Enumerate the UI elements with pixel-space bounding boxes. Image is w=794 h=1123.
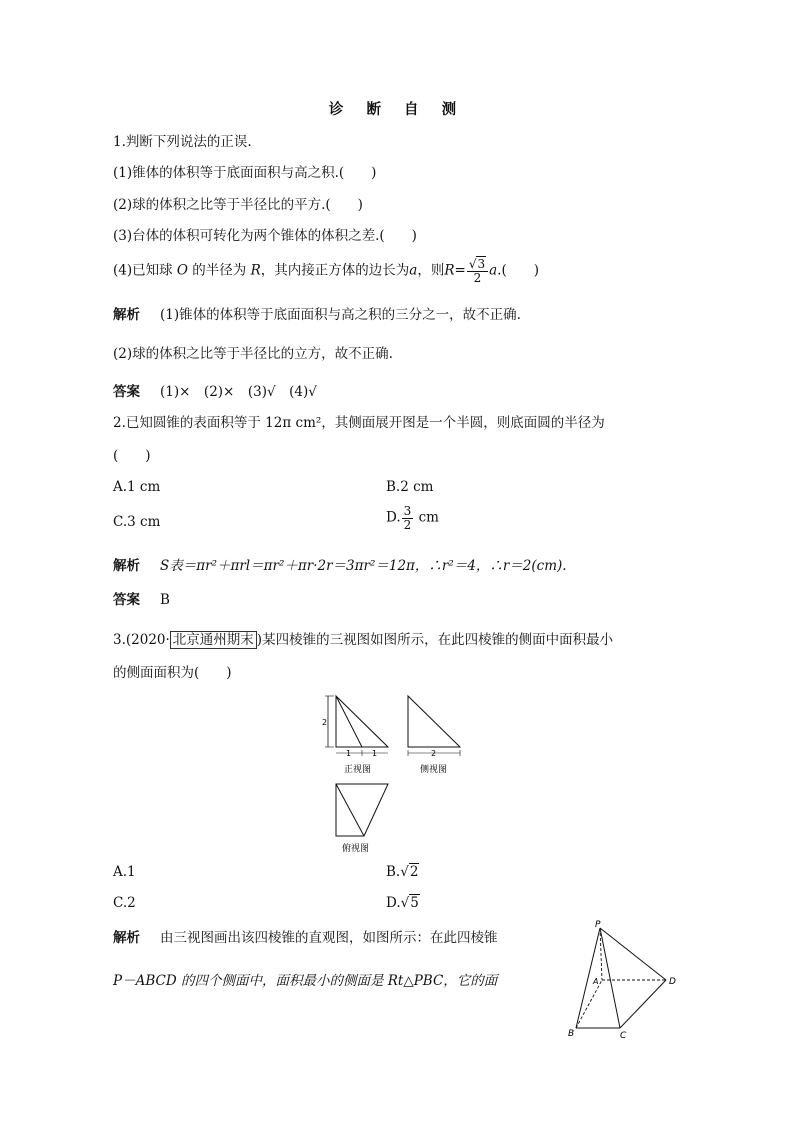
q3-option-c: C.2 [113, 895, 136, 911]
q2-option-d: D. $\frac{3}{2}$ cm [386, 504, 439, 532]
q2-answer-label: 答案 [113, 592, 140, 608]
q2-answer: B [160, 592, 170, 608]
top-view [336, 784, 388, 854]
q1-answer: (1)× (2)× (3)√ (4)√ [160, 384, 317, 400]
q3-jiexi-line2: P－ABCD 的四个侧面中，面积最小的侧面是 Rt△PBC，它的面 [113, 973, 498, 989]
q2-jiexi-label: 解析 [113, 558, 140, 574]
q1-jiexi-1: (1)锥体的体积等于底面面积与高之积的三分之一，故不正确. [160, 307, 521, 323]
q2-option-a: A.1 cm [113, 479, 161, 495]
q3-stem-line1: 3.(2020· 北京通州期末 )某四棱锥的三视图如图所示，在此四棱锥的侧面中面积最小 [113, 632, 614, 648]
source-tag: 北京通州期末 [170, 631, 257, 649]
q3-stem-line2: 的侧面面积为( ) [113, 665, 232, 681]
vertex-b-label: B [568, 1029, 575, 1039]
q2-option-c: C.3 cm [113, 514, 161, 530]
vertex-c-label: C [620, 1031, 627, 1041]
q1-statement-3: (3)台体的体积可转化为两个锥体的体积之差.( ) [113, 228, 417, 244]
q2-option-b: B.2 cm [386, 479, 434, 495]
q3-option-b: B.√2 [386, 864, 419, 880]
top-view-caption: 俯视图 [342, 844, 370, 854]
q3-jiexi-label: 解析 [113, 930, 140, 946]
q2-jiexi: S表＝πr²＋πrl＝πr²＋πr·2r＝3πr²＝12π，∴r²＝4，∴r＝2(cm). [160, 558, 567, 574]
q2-stem-line2: ( ) [113, 448, 151, 464]
q3-option-d: D.√5 [386, 895, 419, 911]
q1-jiexi-2: (2)球的体积之比等于半径比的立方，故不正确. [113, 346, 393, 362]
q2-stem-line1: 2.已知圆锥的表面积等于 12π cm²，其侧面展开图是一个半圆，则底面圆的半径为 [113, 415, 605, 431]
q1-statement-4: (4)已知球 O 的半径为 R，其内接正方体的边长为a，则R= $\frac{√3}{2}$ a.( ) [113, 257, 539, 285]
front-width-label-2: 1 [372, 749, 378, 758]
q1-statement-2: (2)球的体积之比等于半径比的平方.( ) [113, 197, 363, 213]
front-width-label-1: 1 [346, 749, 352, 758]
q1-stem: 1.判断下列说法的正误. [113, 134, 252, 150]
q3-jiexi-line1: 由三视图画出该四棱锥的直观图，如图所示：在此四棱锥 [160, 930, 498, 946]
q1-statement-1: (1)锥体的体积等于底面面积与高之积.( ) [113, 165, 377, 181]
front-view-caption: 正视图 [344, 765, 372, 775]
q1-answer-label: 答案 [113, 384, 140, 400]
side-width-label: 2 [431, 749, 437, 758]
front-height-label: 2 [322, 718, 328, 727]
front-view [322, 696, 388, 775]
q3-option-a: A.1 [113, 864, 136, 880]
vertex-a-label: A [593, 977, 599, 986]
side-view-caption: 侧视图 [420, 765, 448, 775]
vertex-d-label: D [669, 977, 676, 987]
three-view-figure [318, 690, 470, 858]
fraction-sqrt3-over-2: $\frac{√3}{2}$ [467, 258, 488, 284]
page-title: 诊 断 自 测 [328, 101, 466, 118]
vertex-p-label: P [595, 920, 601, 930]
q1-jiexi-label: 解析 [113, 307, 140, 323]
pyramid-diagram [560, 918, 686, 1042]
side-view [408, 696, 460, 775]
